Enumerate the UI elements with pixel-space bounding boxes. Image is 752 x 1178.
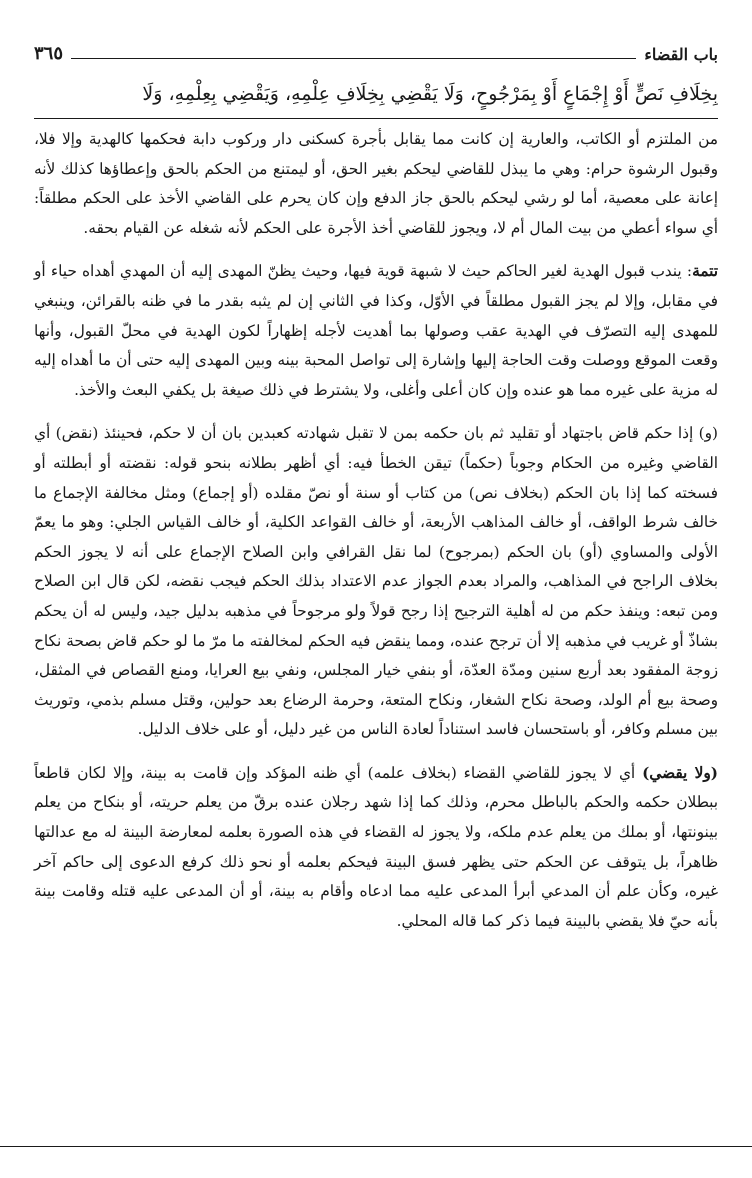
commentary-paragraph bbox=[34, 419, 718, 745]
commentary-paragraph bbox=[34, 759, 718, 937]
matn-text: بِخِلَافِ نَصٍّ أَوْ إِجْمَاعٍ أَوْ بِمَرْجُوحٍ، وَلَا يَقْضِي بِخِلَافِ عِلْمِهِ، وَيَقْضِي بِعِلْمِهِ، وَلَا bbox=[142, 83, 718, 105]
book-page bbox=[34, 36, 718, 950]
matn-divider bbox=[34, 118, 718, 119]
commentary-paragraph bbox=[34, 257, 718, 405]
paragraph-text: : يندب قبول الهدية لغير الحاكم حيث لا شبهة قوية فيها، وحيث يظنّ المهدى إليه أن المهدي أهداه حياء أو في مقابل، وإلا لم يجز القبول مطلقاً في الأوّل، وكذا في الثاني إن لم يثبه بقدر ما في ظنه بالقرائن، وينبغي للمهدى إليه التصرّف في الهدية عقب وصولها بما أهديت لأجله إظهاراً لكون الهدية في محلّ القبول، وأنها وقعت الموقع ووصلت وقت الحاجة إليها وإشارة إلى تواصل المحبة بينه وبين المهدى إليه حتى أن ما أهداه إليه له مزية على غيره مما هو عنده وإن كان أعلى وأغلى، ولا يشترط في ذلك صيغة بل يكفي البعث والأخذ. bbox=[34, 262, 718, 399]
header-rule bbox=[71, 58, 636, 59]
chapter-title: باب القضاء bbox=[644, 45, 718, 64]
commentary-paragraph bbox=[34, 125, 718, 243]
paragraph-text: أي لا يجوز للقاضي القضاء (بخلاف علمه) أي ظنه المؤكد وإن قامت به بينة، وإلا لكان قاطعاً ببطلان حكمه والحكم بالباطل محرم، وذلك كما إذا شهد رجلان عنده برقّ من يعلم حريته، أو بنكاح من يعلم بينونتها، أو بملك من يعلم عدم ملكه، ولا يجوز له القضاء في هذه الصورة بعلمه لمعارضة البينة له مع عدالتها ظاهراً، بل يتوقف عن الحكم حتى يظهر فسق البينة فيحكم بعلمه أو نحو ذلك كرفع الدعوى إلى حاكم آخر غيره، وكأن علم أن المدعي أبرأ المدعى عليه مما ادعاه وأقام به بينة، أو أن المدعى عليه قتله وقامت بينة بأنه حيّ فلا يقضي بالبينة فيما ذكر كما قاله المحلي. bbox=[34, 763, 718, 930]
page-number: ٣٦٥ bbox=[34, 43, 64, 64]
paragraph-text: من الملتزم أو الكاتب، والعارية إن كانت مما يقابل بأجرة كسكنى دار وركوب دابة فحكمها كالهدية وإلا فلا، وقبول الرشوة حرام: وهي ما يبذل للقاضي ليحكم بغير الحق، أو ليمتنع من الحكم بالحق وإعطاؤها كذلك لأنه إعانة على معصية، أما لو رشي ليحكم بالحق جاز الدفع وإن كان يحرم على القاضي الأخذ على الحكم مطلقاً: أي سواء أعطي من بيت المال أم لا، ويجوز للقاضي أخذ الأجرة على الحكم لأنه شغله عن القيام بحقه. bbox=[34, 130, 718, 237]
paragraph-lead: (ولا يقضي) bbox=[642, 763, 718, 782]
paragraph-text: (و) إذا حكم قاض باجتهاد أو تقليد ثم بان حكمه بمن لا تقبل شهادته كعبدين بان أن لا حكم، فحينئذ (نقض) أي القاضي وغيره من الحكام وجوباً (حكماً) تيقن الخطأ فيه: أي أظهر بطلانه بنحو قوله: نقضته أو أبطلته أو فسخته كما إذا بان الحكم (بخلاف نص) من كتاب أو سنة أو نصّ مقلده (أو إجماع) ومثل مخالفة الإجماع ما خالف شرط الواقف، أو خالف المذاهب الأربعة، أو خالف القواعد الكلية، أو خالف القياس الجلي: وهو ما يعمّ الأولى والمساوي (أو) بان الحكم (بمرجوح) لما نقل القرافي وابن الصلاح الإجماع على أنه لا يجوز الحكم بخلاف الراجح في المذاهب، والمراد بعدم الجواز عدم الاعتداد بذلك الحكم فيجب نقضه، لكن قال ابن الصلاح ومن تبعه: وينفذ حكم من له أهلية الترجيح إذا رجح قولاً ولو مرجوحاً في مذهبه بدليل جيد، وليس له أن يحكم بشاذّ أو غريب في مذهبه إلا أن ترجح عنده، ومما ينقض فيه الحكم لمخالفته ما مرّ ما لو حكم قاض بصحة نكاح زوجة المفقود بعد أربع سنين ومدّة العدّة، أو بنفي خيار المجلس، ونفي بيع العرايا، ومنع القصاص في المثقل، وصحة بيع أم الولد، وصحة نكاح الشغار، ونكاح المتعة، وحرمة الرضاع بعد حولين، وقتل مسلم بذمي، وتوريث بين مسلم وكافر، أو باستحسان فاسد استناداً لعادة الناس من غير دليل، أو على خلاف الدليل. bbox=[34, 424, 718, 739]
paragraph-lead: تتمة bbox=[692, 262, 718, 281]
running-header bbox=[34, 36, 718, 64]
footer-rule bbox=[0, 1146, 752, 1147]
